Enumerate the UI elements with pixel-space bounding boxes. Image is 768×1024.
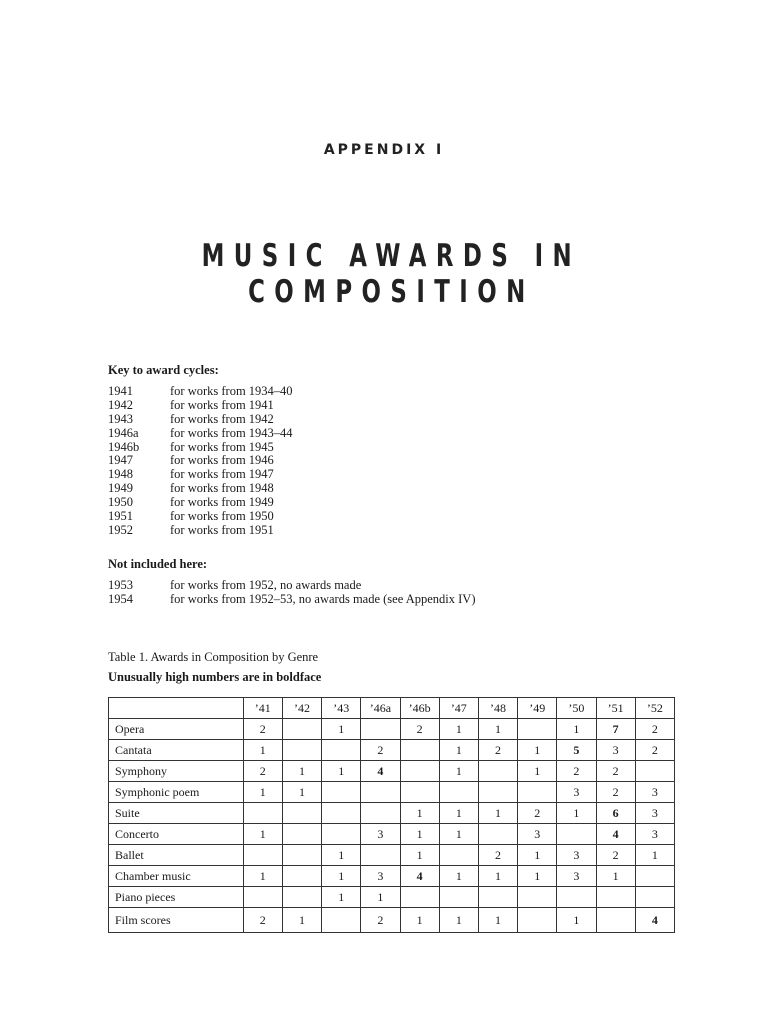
- table-header-row: [109, 698, 675, 719]
- not-included-heading: Not included here:: [108, 557, 208, 571]
- cycle-year: 1941: [108, 383, 133, 398]
- cycle-year: 1948: [108, 467, 133, 482]
- count-cell: [518, 782, 557, 803]
- count-cell: 1: [478, 908, 517, 933]
- count-cell: 1: [518, 866, 557, 887]
- count-cell: 1: [439, 719, 478, 740]
- count-cell: [282, 740, 321, 761]
- count-cell: [635, 866, 674, 887]
- year-header-cell: ’51: [596, 698, 635, 719]
- not-included-list: [108, 579, 475, 607]
- count-cell: 1: [478, 719, 517, 740]
- count-cell: [243, 803, 282, 824]
- genre-cell: Ballet: [109, 845, 244, 866]
- count-cell: 4: [596, 824, 635, 845]
- count-cell: [518, 887, 557, 908]
- count-cell: 1: [400, 845, 439, 866]
- count-cell: 2: [361, 740, 400, 761]
- cycle-description: for works from 1943–44: [170, 425, 293, 440]
- count-cell: 1: [322, 761, 361, 782]
- table-caption: Table 1. Awards in Composition by Genre: [108, 650, 319, 664]
- year-header-cell: ’46b: [400, 698, 439, 719]
- key-list: [108, 385, 293, 538]
- count-cell: 1: [518, 761, 557, 782]
- table-row: [109, 866, 675, 887]
- key-row: [108, 454, 293, 468]
- count-cell: [282, 866, 321, 887]
- count-cell: 1: [439, 803, 478, 824]
- count-cell: 1: [557, 908, 596, 933]
- count-cell: 5: [557, 740, 596, 761]
- cycle-year: 1949: [108, 481, 133, 496]
- count-cell: 3: [361, 824, 400, 845]
- cycle-year: 1943: [108, 411, 133, 426]
- year-header-cell: ’43: [322, 698, 361, 719]
- genre-cell: Suite: [109, 803, 244, 824]
- not-included-section: [108, 558, 475, 607]
- cycle-description: for works from 1952–53, no awards made (see Appendix IV): [170, 591, 476, 606]
- count-cell: 2: [635, 740, 674, 761]
- count-cell: [322, 824, 361, 845]
- count-cell: 1: [322, 719, 361, 740]
- cycle-description: for works from 1946: [170, 453, 274, 468]
- count-cell: 1: [518, 845, 557, 866]
- count-cell: 2: [596, 782, 635, 803]
- awards-table: [108, 697, 675, 933]
- count-cell: 1: [282, 908, 321, 933]
- count-cell: 1: [635, 845, 674, 866]
- table-row: [109, 719, 675, 740]
- count-cell: [282, 803, 321, 824]
- count-cell: [478, 887, 517, 908]
- count-cell: [282, 719, 321, 740]
- count-cell: 3: [635, 803, 674, 824]
- count-cell: 1: [322, 866, 361, 887]
- table-row: [109, 824, 675, 845]
- cycle-description: for works from 1948: [170, 481, 274, 496]
- genre-cell: Symphonic poem: [109, 782, 244, 803]
- count-cell: 1: [400, 824, 439, 845]
- key-row: [108, 524, 293, 538]
- key-row: [108, 496, 293, 510]
- count-cell: 1: [400, 908, 439, 933]
- count-cell: 1: [361, 887, 400, 908]
- count-cell: [361, 782, 400, 803]
- cycle-description: for works from 1934–40: [170, 383, 293, 398]
- count-cell: [478, 782, 517, 803]
- count-cell: 1: [478, 803, 517, 824]
- count-cell: 3: [635, 782, 674, 803]
- count-cell: [361, 803, 400, 824]
- count-cell: 2: [361, 908, 400, 933]
- count-cell: [400, 740, 439, 761]
- count-cell: 1: [282, 761, 321, 782]
- count-cell: 3: [635, 824, 674, 845]
- year-header-cell: ’48: [478, 698, 517, 719]
- count-cell: 1: [322, 845, 361, 866]
- key-row: [108, 468, 293, 482]
- key-row: [108, 399, 293, 413]
- year-header-cell: ’47: [439, 698, 478, 719]
- count-cell: 2: [478, 845, 517, 866]
- count-cell: [243, 887, 282, 908]
- count-cell: [635, 887, 674, 908]
- cycle-year: 1947: [108, 453, 133, 468]
- count-cell: 1: [557, 719, 596, 740]
- count-cell: 1: [478, 866, 517, 887]
- genre-cell: Film scores: [109, 908, 244, 933]
- key-row: [108, 441, 293, 455]
- not-included-row: [108, 593, 475, 607]
- genre-header-cell: [109, 698, 244, 719]
- not-included-row: [108, 579, 475, 593]
- count-cell: 1: [243, 740, 282, 761]
- count-cell: [322, 803, 361, 824]
- count-cell: 7: [596, 719, 635, 740]
- count-cell: [478, 761, 517, 782]
- count-cell: 3: [361, 866, 400, 887]
- cycle-year: 1946b: [108, 439, 140, 454]
- count-cell: [478, 824, 517, 845]
- cycle-year: 1942: [108, 397, 133, 412]
- count-cell: [282, 887, 321, 908]
- count-cell: 1: [518, 740, 557, 761]
- count-cell: [596, 908, 635, 933]
- table-row: [109, 908, 675, 933]
- table-row: [109, 782, 675, 803]
- count-cell: 2: [557, 761, 596, 782]
- count-cell: [322, 908, 361, 933]
- count-cell: [400, 761, 439, 782]
- count-cell: 1: [557, 803, 596, 824]
- count-cell: 1: [243, 782, 282, 803]
- key-row: [108, 427, 293, 441]
- count-cell: 2: [635, 719, 674, 740]
- count-cell: [439, 845, 478, 866]
- count-cell: [596, 887, 635, 908]
- count-cell: [635, 761, 674, 782]
- appendix-label: APPENDIX I: [323, 142, 445, 158]
- count-cell: 1: [439, 908, 478, 933]
- key-row: [108, 385, 293, 399]
- year-header-cell: ’52: [635, 698, 674, 719]
- page-title: MUSIC AWARDS IN COMPOSITION: [201, 238, 582, 310]
- award-cycle-key: [108, 364, 293, 538]
- count-cell: 1: [282, 782, 321, 803]
- count-cell: 2: [400, 719, 439, 740]
- count-cell: [439, 887, 478, 908]
- count-cell: [557, 824, 596, 845]
- count-cell: 1: [322, 887, 361, 908]
- cycle-year: 1946a: [108, 425, 139, 440]
- cycle-description: for works from 1949: [170, 495, 274, 510]
- genre-cell: Concerto: [109, 824, 244, 845]
- cycle-description: for works from 1942: [170, 411, 274, 426]
- table-row: [109, 803, 675, 824]
- count-cell: [282, 824, 321, 845]
- year-header-cell: ’46a: [361, 698, 400, 719]
- genre-cell: Cantata: [109, 740, 244, 761]
- count-cell: 3: [596, 740, 635, 761]
- count-cell: 2: [478, 740, 517, 761]
- count-cell: [518, 908, 557, 933]
- count-cell: [322, 782, 361, 803]
- count-cell: 1: [243, 824, 282, 845]
- table-row: [109, 740, 675, 761]
- count-cell: 2: [243, 761, 282, 782]
- cycle-year: 1951: [108, 509, 133, 524]
- count-cell: 4: [400, 866, 439, 887]
- cycle-year: 1954: [108, 591, 133, 606]
- cycle-description: for works from 1950: [170, 509, 274, 524]
- count-cell: [518, 719, 557, 740]
- key-heading: Key to award cycles:: [108, 363, 219, 377]
- count-cell: [282, 845, 321, 866]
- count-cell: 1: [243, 866, 282, 887]
- count-cell: 3: [518, 824, 557, 845]
- key-row: [108, 413, 293, 427]
- key-row: [108, 510, 293, 524]
- count-cell: [322, 740, 361, 761]
- key-row: [108, 482, 293, 496]
- count-cell: 6: [596, 803, 635, 824]
- genre-cell: Symphony: [109, 761, 244, 782]
- table-note: Unusually high numbers are in boldface: [108, 670, 322, 684]
- count-cell: 1: [596, 866, 635, 887]
- count-cell: 4: [635, 908, 674, 933]
- count-cell: [243, 845, 282, 866]
- genre-cell: Chamber music: [109, 866, 244, 887]
- cycle-description: for works from 1941: [170, 397, 274, 412]
- year-header-cell: ’41: [243, 698, 282, 719]
- year-header-cell: ’42: [282, 698, 321, 719]
- count-cell: [400, 887, 439, 908]
- count-cell: [557, 887, 596, 908]
- count-cell: 2: [518, 803, 557, 824]
- table-row: [109, 761, 675, 782]
- year-header-cell: ’50: [557, 698, 596, 719]
- count-cell: 3: [557, 845, 596, 866]
- count-cell: [361, 845, 400, 866]
- count-cell: 2: [243, 719, 282, 740]
- table-body: [109, 719, 675, 933]
- cycle-description: for works from 1947: [170, 467, 274, 482]
- genre-cell: Piano pieces: [109, 887, 244, 908]
- count-cell: 3: [557, 866, 596, 887]
- count-cell: 1: [439, 824, 478, 845]
- count-cell: [400, 782, 439, 803]
- cycle-year: 1950: [108, 495, 133, 510]
- count-cell: [439, 782, 478, 803]
- table-row: [109, 887, 675, 908]
- cycle-year: 1953: [108, 577, 133, 592]
- count-cell: 1: [439, 866, 478, 887]
- cycle-year: 1952: [108, 522, 133, 537]
- count-cell: 1: [439, 740, 478, 761]
- cycle-description: for works from 1945: [170, 439, 274, 454]
- cycle-description: for works from 1951: [170, 522, 274, 537]
- count-cell: 2: [243, 908, 282, 933]
- count-cell: 2: [596, 845, 635, 866]
- table-row: [109, 845, 675, 866]
- count-cell: 1: [439, 761, 478, 782]
- cycle-description: for works from 1952, no awards made: [170, 577, 362, 592]
- count-cell: 3: [557, 782, 596, 803]
- count-cell: 2: [596, 761, 635, 782]
- count-cell: 1: [400, 803, 439, 824]
- year-header-cell: ’49: [518, 698, 557, 719]
- genre-cell: Opera: [109, 719, 244, 740]
- count-cell: [361, 719, 400, 740]
- count-cell: 4: [361, 761, 400, 782]
